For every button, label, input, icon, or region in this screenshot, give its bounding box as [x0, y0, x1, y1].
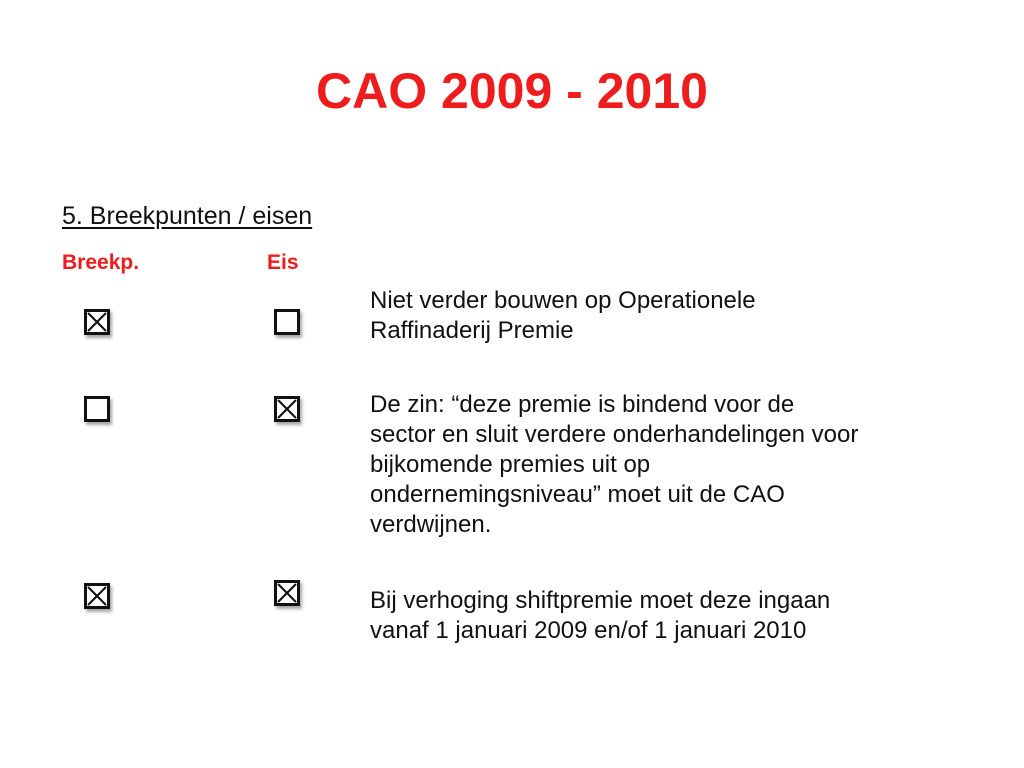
- checkbox-cross-icon: [87, 586, 107, 606]
- checkbox-cross-icon: [277, 399, 297, 419]
- eis-checkbox-1[interactable]: [274, 309, 300, 335]
- item-text-3: [370, 586, 970, 646]
- column-label-eis: Eis: [267, 251, 299, 274]
- breekp-checkbox-2[interactable]: [84, 396, 110, 422]
- item-text-line: bijkomende premies uit op: [370, 451, 651, 478]
- checkbox-cross-icon: [277, 312, 297, 332]
- item-text-line: Niet verder bouwen op Operationele: [370, 287, 756, 314]
- checkbox-cross-icon: [277, 583, 297, 603]
- eis-checkbox-2[interactable]: [274, 396, 300, 422]
- item-text-line: ondernemingsniveau” moet uit de CAO: [370, 481, 785, 508]
- item-text-line: verdwijnen.: [370, 511, 492, 538]
- checkbox-cross-icon: [87, 312, 107, 332]
- item-text-line: De zin: “deze premie is bindend voor de: [370, 391, 795, 418]
- item-text-line: Raffinaderij Premie: [370, 317, 574, 344]
- item-text-1: [370, 286, 970, 346]
- checkbox-cross-icon: [87, 399, 107, 419]
- slide-title: CAO 2009 - 2010: [316, 63, 708, 119]
- item-text-line: sector en sluit verdere onderhandelingen voor: [370, 421, 859, 448]
- breekp-checkbox-3[interactable]: [84, 583, 110, 609]
- section-heading: 5. Breekpunten / eisen: [62, 202, 313, 230]
- item-text-line: Bij verhoging shiftpremie moet deze ingaan: [370, 587, 831, 614]
- item-text-2: [370, 390, 970, 540]
- breekp-checkbox-1[interactable]: [84, 309, 110, 335]
- eis-checkbox-3[interactable]: [274, 580, 300, 606]
- column-label-breekp: Breekp.: [62, 251, 140, 274]
- item-text-line: vanaf 1 januari 2009 en/of 1 januari 2010: [370, 617, 807, 644]
